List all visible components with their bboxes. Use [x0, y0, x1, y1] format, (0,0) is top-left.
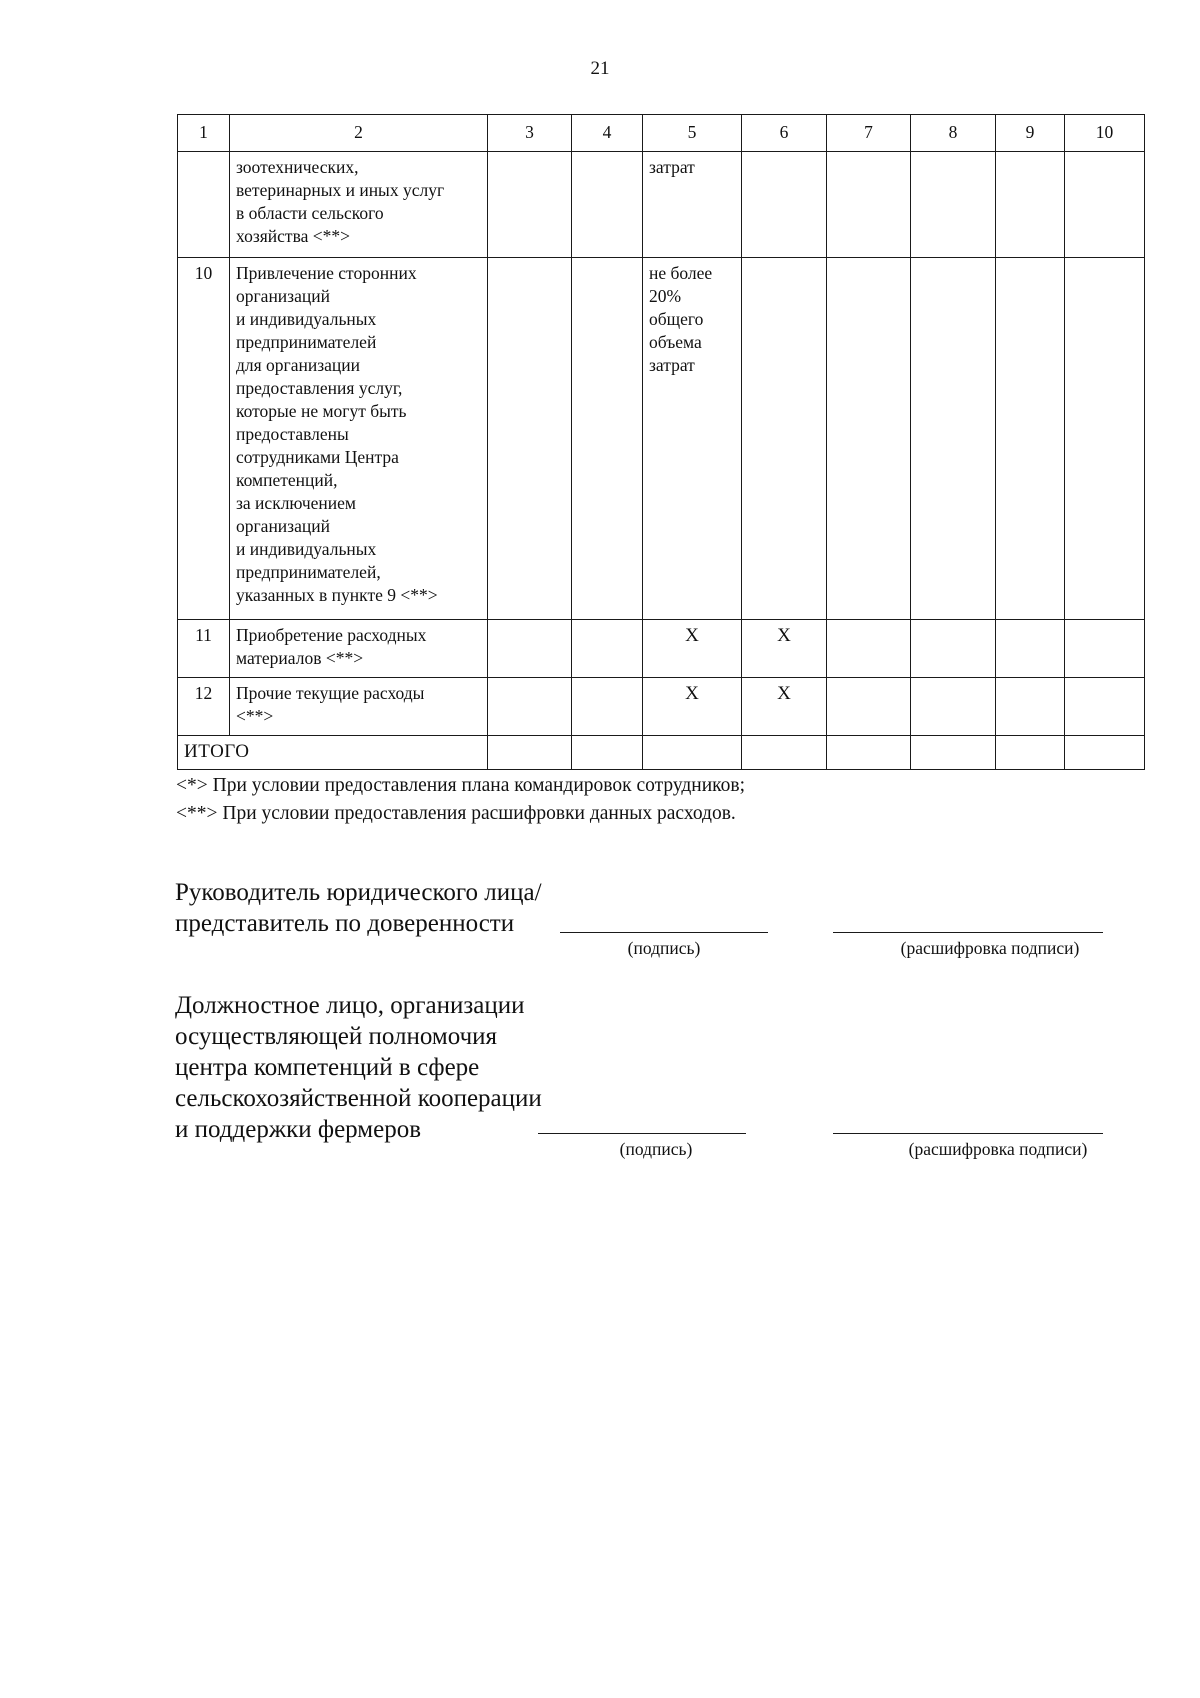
description-line: за исключением — [236, 493, 356, 513]
description-line: ветеринарных и иных услуг — [236, 180, 445, 200]
title-line: Должностное лицо, организации — [175, 992, 525, 1019]
row-number — [178, 152, 230, 258]
empty-cell — [572, 678, 643, 736]
empty-cell — [827, 678, 911, 736]
not-applicable-mark: Х — [742, 620, 827, 678]
signature-line — [538, 1133, 746, 1134]
empty-cell — [996, 152, 1065, 258]
title-line: сельскохозяйственной кооперации — [175, 1085, 542, 1112]
description-line: материалов <**> — [236, 648, 364, 668]
expense-table — [177, 114, 1145, 770]
description-line: Прочие текущие расходы — [236, 683, 425, 703]
description-line: Привлечение сторонних — [236, 263, 417, 283]
description-line: для организации — [236, 355, 361, 375]
empty-cell — [996, 620, 1065, 678]
empty-cell — [572, 620, 643, 678]
empty-cell — [996, 258, 1065, 620]
description-line: зоотехнических, — [236, 157, 359, 177]
empty-cell — [742, 736, 827, 770]
official-signature-title — [175, 990, 542, 1145]
description-line: Приобретение расходных — [236, 625, 427, 645]
empty-cell — [488, 620, 572, 678]
description-line: предпринимателей, — [236, 562, 381, 582]
limit-cell — [643, 152, 742, 258]
signature-caption: (подпись) — [619, 1139, 693, 1159]
title-line: Руководитель юридического лица/ — [175, 879, 542, 906]
head-signature-title — [175, 877, 542, 939]
column-header: 8 — [911, 115, 996, 152]
column-header: 9 — [996, 115, 1065, 152]
empty-cell — [572, 258, 643, 620]
signature-caption: (подпись) — [627, 938, 701, 958]
description-line: в области сельского — [236, 203, 384, 223]
column-header: 7 — [827, 115, 911, 152]
not-applicable-mark: Х — [643, 620, 742, 678]
empty-cell — [827, 620, 911, 678]
empty-cell — [911, 736, 996, 770]
empty-cell — [742, 152, 827, 258]
empty-cell — [996, 678, 1065, 736]
description-line: указанных в пункте 9 <**> — [236, 585, 438, 605]
empty-cell — [488, 678, 572, 736]
decode-line — [833, 1133, 1103, 1134]
column-header: 1 — [178, 115, 230, 152]
footnote: <*> При условии предоставления плана командировок сотрудников; — [176, 775, 746, 796]
empty-cell — [488, 258, 572, 620]
row-description — [230, 678, 488, 736]
empty-cell — [911, 678, 996, 736]
empty-cell — [643, 736, 742, 770]
table-row — [178, 620, 1145, 678]
table-header-row — [178, 115, 1145, 152]
limit-line: 20% — [649, 286, 682, 306]
column-header: 4 — [572, 115, 643, 152]
description-line: организаций — [236, 516, 330, 536]
decode-line — [833, 932, 1103, 933]
row-number: 11 — [178, 620, 230, 678]
not-applicable-mark: Х — [742, 678, 827, 736]
limit-line: затрат — [649, 157, 695, 177]
empty-cell — [1065, 152, 1145, 258]
footnote: <**> При условии предоставления расшифровки данных расходов. — [176, 803, 736, 824]
column-header: 10 — [1065, 115, 1145, 152]
table-row — [178, 678, 1145, 736]
limit-line: не более — [649, 263, 713, 283]
page-number: 21 — [590, 58, 610, 79]
column-header: 5 — [643, 115, 742, 152]
column-header: 2 — [230, 115, 488, 152]
empty-cell — [996, 736, 1065, 770]
not-applicable-mark: Х — [643, 678, 742, 736]
empty-cell — [827, 736, 911, 770]
empty-cell — [742, 258, 827, 620]
empty-cell — [827, 258, 911, 620]
title-line: центра компетенций в сфере — [175, 1054, 480, 1081]
limit-line: затрат — [649, 355, 695, 375]
row-number: 10 — [178, 258, 230, 620]
description-line: <**> — [236, 706, 274, 726]
title-line: осуществляющей полномочия — [175, 1023, 498, 1050]
decode-caption: (расшифровка подписи) — [908, 1139, 1088, 1159]
signature-line — [560, 932, 768, 933]
limit-cell — [643, 258, 742, 620]
empty-cell — [1065, 620, 1145, 678]
table-row — [178, 258, 1145, 620]
empty-cell — [911, 258, 996, 620]
footnotes — [176, 772, 745, 828]
empty-cell — [488, 736, 572, 770]
column-header: 3 — [488, 115, 572, 152]
description-line: предоставления услуг, — [236, 378, 403, 398]
table-row — [178, 152, 1145, 258]
empty-cell — [1065, 736, 1145, 770]
empty-cell — [1065, 678, 1145, 736]
row-description — [230, 258, 488, 620]
description-line: сотрудниками Центра — [236, 447, 399, 467]
empty-cell — [572, 736, 643, 770]
empty-cell — [911, 620, 996, 678]
description-line: организаций — [236, 286, 330, 306]
empty-cell — [572, 152, 643, 258]
description-line: компетенций, — [236, 470, 338, 490]
limit-line: общего — [649, 309, 704, 329]
description-line: предпринимателей — [236, 332, 377, 352]
row-number: 12 — [178, 678, 230, 736]
title-line: и поддержки фермеров — [175, 1116, 422, 1143]
row-description — [230, 152, 488, 258]
total-row — [178, 736, 1145, 770]
description-line: предоставлены — [236, 424, 349, 444]
column-header: 6 — [742, 115, 827, 152]
description-line: хозяйства <**> — [236, 226, 350, 246]
limit-line: объема — [649, 332, 702, 352]
empty-cell — [1065, 258, 1145, 620]
title-line: представитель по доверенности — [175, 910, 515, 937]
total-label: ИТОГО — [178, 736, 488, 770]
empty-cell — [488, 152, 572, 258]
empty-cell — [911, 152, 996, 258]
description-line: и индивидуальных — [236, 309, 377, 329]
row-description — [230, 620, 488, 678]
empty-cell — [827, 152, 911, 258]
decode-caption: (расшифровка подписи) — [900, 938, 1080, 958]
description-line: и индивидуальных — [236, 539, 377, 559]
description-line: которые не могут быть — [236, 401, 407, 421]
